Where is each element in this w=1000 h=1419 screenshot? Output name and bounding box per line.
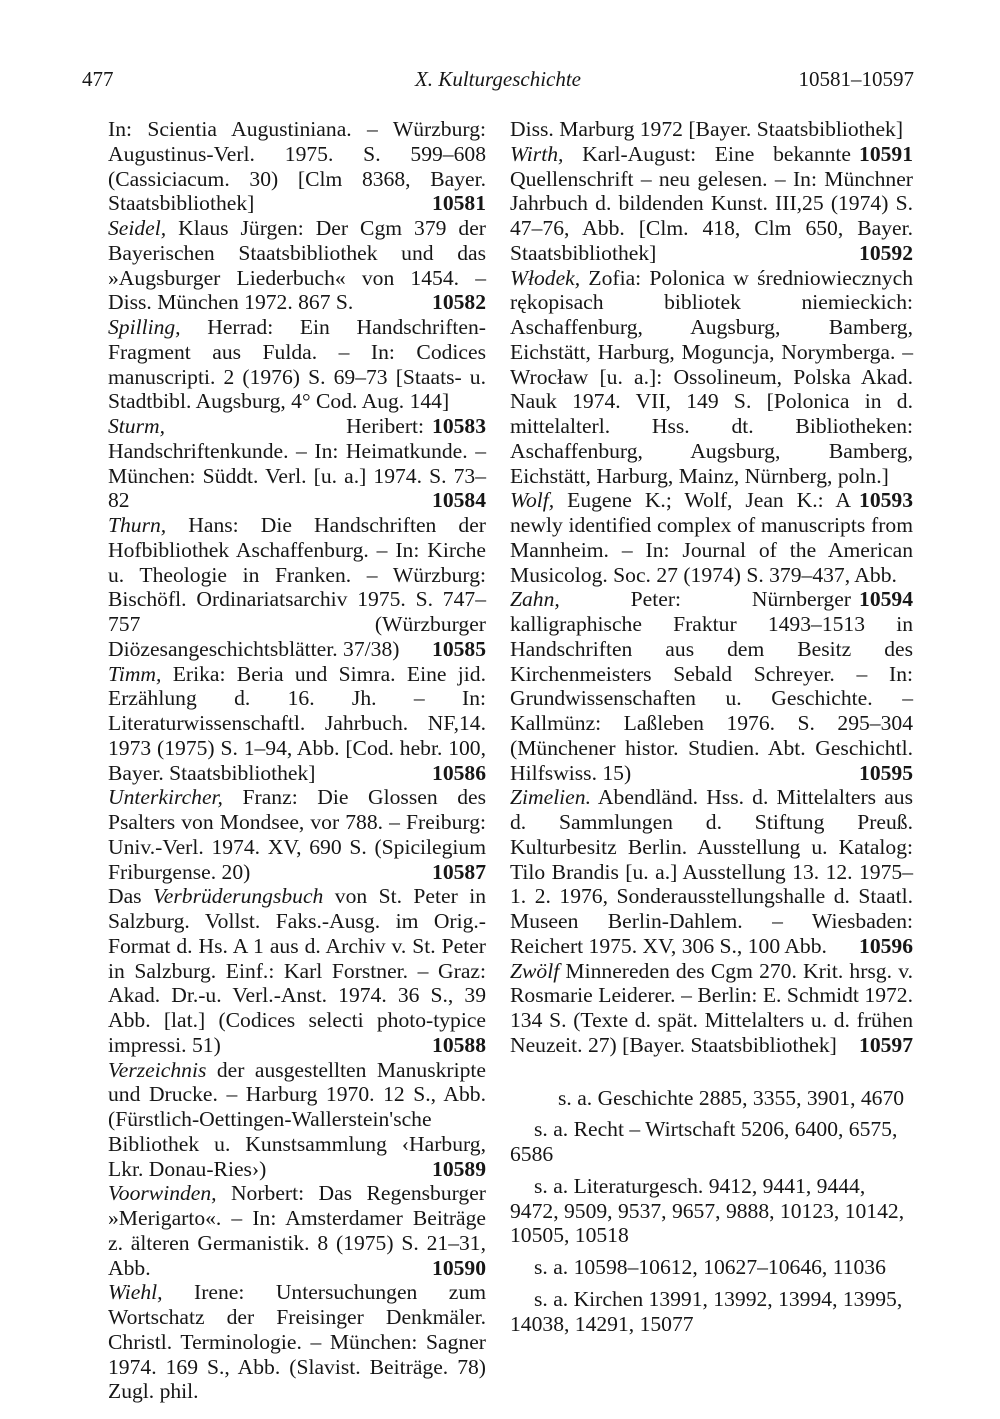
entry-number: 10587 — [432, 859, 486, 884]
entry-number: 10593 — [859, 488, 913, 513]
entry-text: Abendländ. Hss. d. Mittelalters aus d. Sammlungen d. Stiftung Preuß. Kulturbesitz Berlin. Ausstellung u. Katalog: Tilo Brandis [u. a.] Ausstellung 13. 12. 1975–1. 2. 1976, Sonderausstellungshalle d. Staatl. Museen Berlin-Dahlem. – Wiesbaden: Reichert 1975. XV, 306 S., 100 Abb. — [510, 785, 913, 958]
entry-number: 10597 — [859, 1032, 913, 1057]
entry-text: Herrad: Ein Handschriften-Fragment aus Fulda. – In: Codices manuscripti. 2 (1976) S. 69–73 [Staats- u. Stadtbibl. Augsburg, 4° Cod. Aug. 144] — [108, 315, 486, 414]
entry-number: 10592 — [859, 240, 913, 265]
entry-author: Verbrüderungsbuch — [153, 884, 324, 909]
bibliography-entry — [108, 1280, 486, 1404]
entry-text: Peter: Nürnberger kalligraphische Fraktur 1493–1513 in Handschriften aus dem Besitz des Kirchenmeisters Sebald Schreyer. – In: Grundwissenschaften u. Geschichte. – Kallmünz: Laßleben 1976. S. 295–304 (Münchener histor. Studien. Abt. Geschichtl. Hilfswiss. 15) — [510, 587, 913, 785]
entry-author: Seidel, — [108, 216, 167, 240]
bibliography-entry — [108, 513, 486, 662]
entry-text: Zofia: Polonica w średniowiecznych rękopisach bibliotek niemieckich: Aschaffenburg, Augsburg, Bamberg, Eichstätt, Harburg, Moguncja, Norymberga. – Wrocław [u. a.]: Ossolineum, Polska Akad. Nauk 1974. VII, 149 S. [Polonica in d. mittelalterl. Hss. dt. Bibliotheken: Aschaffenburg, Augsburg, Bamberg, Eichstätt, Harburg, Mainz, Nürnberg, poln.] — [510, 265, 913, 488]
entry-number: 10583 — [432, 414, 486, 438]
entry-text: Hans: Die Handschriften der Hofbibliothek Aschaffenburg. – In: Kirche u. Theologie in Franken. – Würzburg: Bischöfl. Ordinariatsarchiv 1975. S. 747–757 (Würzburger Diözesangeschichtsblätter. 37/38) — [108, 513, 486, 661]
entry-number: 10588 — [432, 1032, 486, 1057]
entry-text: Irene: Untersuchungen zum Wortschatz der Freisinger Denkmäler. Christl. Terminologie. – München: Sagner 1974. 169 S., Abb. (Slavist. Beiträge. 78) Zugl. phil. — [108, 1280, 486, 1404]
entry-text: der ausgestellten Manuskripte und Drucke. – Harburg 1970. 12 S., Abb. (Fürstlich-Oettingen-Wallerstein'sche Bibliothek u. Kunstsammlung ‹Harburg, Lkr. Donau-Ries›) — [108, 1057, 486, 1181]
entry-number: 10590 — [432, 1255, 486, 1280]
entry-number: 10594 — [859, 587, 913, 612]
see-also-item: s. a. Recht – Wirtschaft 5206, 6400, 6575, 6586 — [510, 1117, 898, 1166]
entry-number: 10582 — [432, 290, 486, 315]
entry-text: Eugene K.; Wolf, Jean K.: A newly identified complex of manuscripts from Mannheim. – In: Journal of the American Musicolog. Soc. 27 (1974) S. 379–437, Abb. — [510, 488, 913, 587]
see-also-item: s. a. Geschichte 2885, 3355, 3901, 4670 — [558, 1085, 905, 1110]
section-title: X. Kulturgeschichte — [414, 67, 582, 91]
entry-author: Zwölf — [510, 958, 560, 983]
entry-author: Timm, — [108, 661, 162, 686]
entry-text: von St. Peter in Salzburg. Vollst. Faks.-Ausg. im Orig.-Format d. Hs. A 1 aus d. Archiv v. St. Peter in Salzburg. Einf.: Karl Forstner. – Graz: Akad. Dr.-u. Verl.-Anst. 1974. 36 S., 39 Abb. [lat.] (Codices selecti photo-typice impressi. 51) — [108, 884, 487, 1057]
entry-number: 10596 — [859, 933, 913, 958]
bibliography-entry — [108, 884, 486, 1057]
running-header — [82, 64, 914, 94]
bibliography-entry — [108, 1181, 486, 1280]
entry-author: Thurn, — [108, 513, 167, 537]
entry-text: Diss. Marburg 1972 [Bayer. Staatsbibliothek] — [510, 117, 904, 141]
entry-text: Franz: Die Glossen des Psalters von Mondsee, vor 788. – Freiburg: Univ.-Verl. 1974. XV, 690 S. (Spicilegium Friburgense. 20) — [108, 785, 486, 884]
bibliography-entry — [108, 1058, 486, 1182]
bibliography-entry — [108, 662, 486, 786]
see-also-list — [510, 1086, 913, 1337]
entry-number: 10581 — [432, 191, 486, 216]
entry-number: 10584 — [432, 488, 486, 513]
entry-range: 10581–10597 — [798, 67, 914, 91]
see-also-item: s. a. Literaturgesch. 9412, 9441, 9444, 9472, 9509, 9537, 9657, 9888, 10123, 10142, 10505, 10518 — [510, 1173, 905, 1248]
bibliography-entry — [108, 785, 486, 884]
entry-author: Sturm, — [108, 414, 165, 438]
entry-text: Klaus Jürgen: Der Cgm 379 der Bayerischen Staatsbibliothek und das »Augsburger Liederbuch« von 1454. – Diss. München 1972. 867 S. — [108, 216, 486, 315]
entry-number: 10586 — [432, 760, 486, 785]
entry-author: Zimelien. — [510, 785, 591, 810]
bibliography-entry — [510, 959, 913, 1058]
entry-number: 10589 — [432, 1156, 486, 1181]
bibliography-entry — [108, 216, 486, 315]
entry-author: Spilling, — [108, 315, 181, 339]
entry-author: Voorwinden, — [108, 1181, 217, 1206]
bibliography-entry — [108, 414, 486, 513]
entry-author: Wirth, — [510, 141, 564, 166]
page-number: 477 — [82, 67, 114, 91]
entry-number: 10585 — [432, 636, 486, 661]
entry-prefix: Das — [108, 884, 154, 909]
left-column — [108, 117, 486, 1404]
entry-author: Verzeichnis — [108, 1057, 207, 1082]
bibliography-entry — [510, 142, 913, 266]
entry-number: 10591 — [859, 141, 913, 166]
see-also-item: s. a. Kirchen 13991, 13992, 13994, 13995, 14038, 14291, 15077 — [510, 1286, 903, 1336]
entry-text: In: Scientia Augustiniana. – Würzburg: Augustinus-Verl. 1975. S. 599–608 (Cassiciacum. 30) [Clm 8368, Bayer. Staatsbibliothek] — [108, 117, 486, 216]
entry-author: Unterkircher, — [108, 785, 223, 810]
bibliography-entry — [510, 587, 913, 785]
entry-number: 10595 — [859, 760, 913, 785]
see-also-item: s. a. 10598–10612, 10627–10646, 11036 — [534, 1255, 886, 1279]
entry-author: Wolf, — [510, 488, 555, 513]
entry-text: Karl-August: Eine bekannte Quellenschrift – neu gelesen. – In: Münchner Jahrbuch d. bildenden Kunst. III,25 (1974) S. 47–76, Abb. [Clm. 418, Clm 650, Bayer. Staatsbibliothek] — [510, 141, 913, 265]
entry-author: Zahn, — [510, 587, 560, 612]
entry-text: Norbert: Das Regensburger »Merigarto«. – In: Amsterdamer Beiträge z. älteren Germanistik. 8 (1975) S. 21–31, Abb. — [108, 1181, 486, 1280]
entry-text: Minnereden des Cgm 270. Krit. hrsg. v. Rosmarie Leiderer. – Berlin: E. Schmidt 1972. 134 S. (Texte d. spät. Mittelalters u. d. frühen Neuzeit. 27) [Bayer. Staatsbibliothek] — [510, 958, 913, 1057]
right-column — [510, 117, 913, 1343]
entry-author: Włodek, — [510, 265, 581, 290]
entry-text: Heribert: Handschriftenkunde. – In: Heimatkunde. – München: Süddt. Verl. [u. a.] 1974. S. 73–82 — [108, 414, 486, 513]
entry-author: Wiehl, — [108, 1280, 163, 1305]
bibliography-entry — [510, 785, 913, 958]
bibliography-entry — [108, 117, 486, 216]
entry-text: Erika: Beria und Simra. Eine jid. Erzählung d. 16. Jh. – In: Literaturwissenschaftl. Jahrbuch. NF,14. 1973 (1975) S. 1–94, Abb. [Cod. hebr. 100, Bayer. Staatsbibliothek] — [108, 661, 486, 785]
